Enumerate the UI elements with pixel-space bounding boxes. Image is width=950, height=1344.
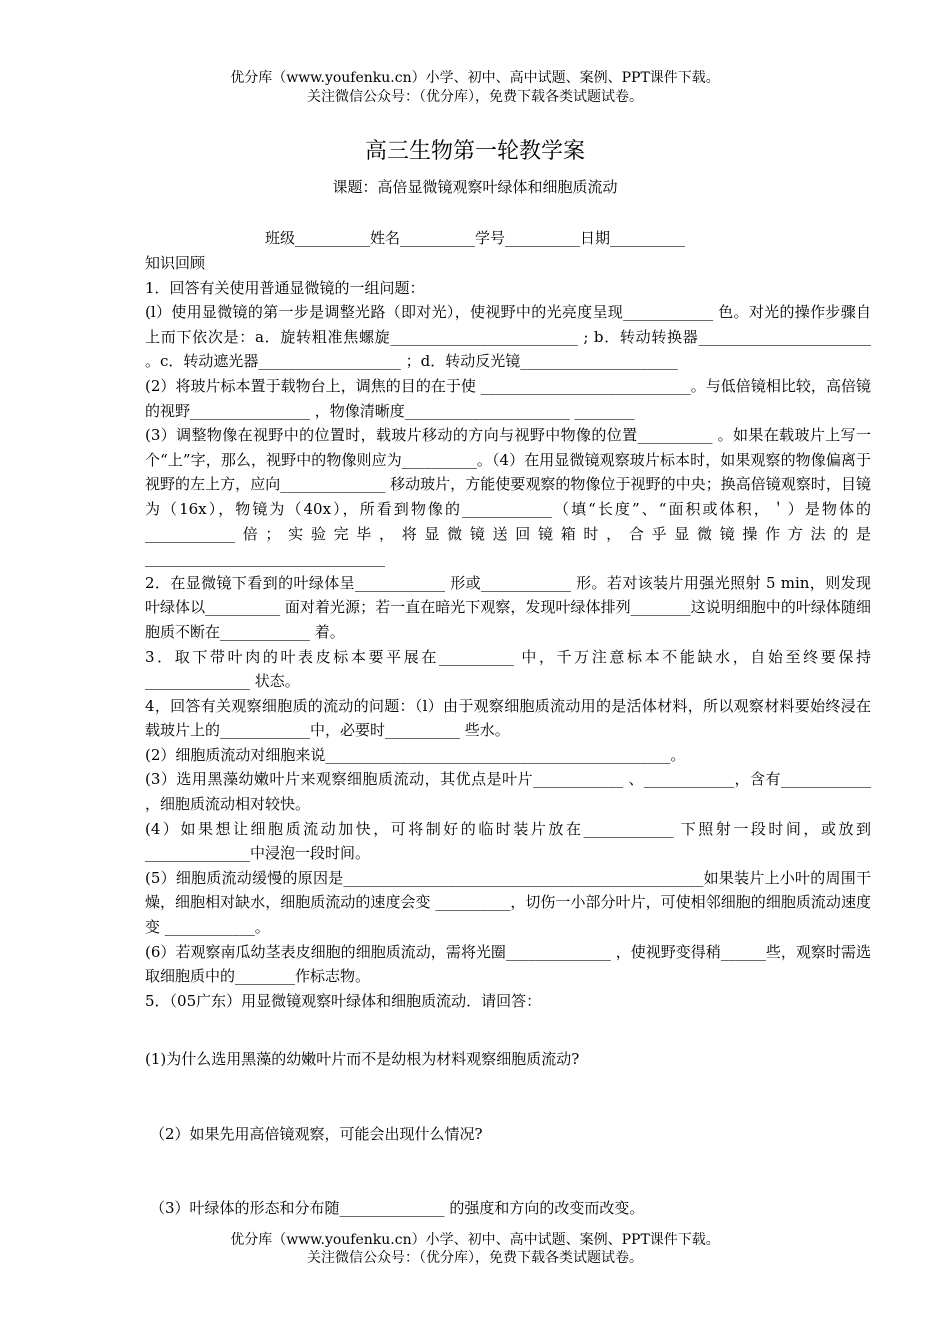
question-4-part-4: (4）如果想让细胞质流动加快，可将制好的临时装片放在____________ 下照射一段时间，或放到______________中浸泡一段时间。 — [145, 819, 871, 863]
question-1-part-1: (l）使用显微镜的第一步是调整光路（即对光），使视野中的光亮度呈现____________ 色。对光的操作步骤自上而下依次是：a．旋转粗准焦螺旋_________________________ ; b．转动转换器_______________________ 。c．转动遮光器___________________ ；d．转动反光镜_____________________ — [145, 303, 871, 371]
footer-line-2: 关注微信公众号：（优分库），免费下载各类试题试卷。 — [307, 1250, 643, 1266]
question-5-intro: 5．（05广东）用显微镜观察叶绿体和细胞质流动．请回答： — [145, 991, 542, 1010]
question-3: 3．取下带叶肉的叶表皮标本要平展在__________ 中，千万注意标本不能缺水，自始至终要保持______________ 状态。 — [145, 647, 871, 691]
question-4-part-5: (5）细胞质流动缓慢的原因是________________________________________________如果装片上小叶的周围干燥，细胞相对缺水，细胞质流动的速度会变 __________，切伤一小部分叶片，可使相邻细胞的细胞质流动速度变 ____________。 — [145, 868, 871, 937]
lesson-topic: 课题：高倍显微镜观察叶绿体和细胞质流动 — [332, 178, 618, 196]
question-5-part-2: （2）如果先用高倍镜观察，可能会出现什么情况? — [150, 1125, 483, 1143]
question-5-part-1: (1)为什么选用黑藻的幼嫩叶片而不是幼根为材料观察细胞质流动? — [145, 1050, 580, 1068]
question-4-part-2: (2）细胞质流动对细胞来说______________________________________________。 — [145, 745, 686, 764]
question-1-part-3: (3）调整物像在视野中的位置时，载玻片移动的方向与视野中物像的位置__________ 。如果在载玻片上写一个“上”字，那么，视野中的物像则应为__________。（4）在用显微镜观察玻片标本时，如果观察的物像偏离于视野的左上方，应向______________ 移动玻片，方能使要观察的物像位于视野的中央；换高倍镜观察时，目镜为（16x），物镜为（40x），所看到物像的____________（填“长度”、“面积或体积，＇）是物体的____________倍；实验完毕，将显微镜送回镜箱时，合乎显微镜操作方法的是________________________________ — [145, 426, 871, 568]
worksheet-body — [145, 251, 871, 1013]
footer-line-1: 优分库（www.youfenku.cn）小学、初中、高中试题、案例、PPT课件下载。 — [230, 1232, 720, 1248]
question-4-part-3: (3）选用黑藻幼嫩叶片来观察细胞质流动，其优点是叶片____________ 、____________，含有____________ ，细胞质流动相对较快。 — [145, 770, 871, 814]
header-line-2: 关注微信公众号：（优分库），免费下载各类试题试卷。 — [307, 89, 643, 105]
question-1-part-2: (2）将玻片标本置于载物台上，调焦的目的在于使 ____________________________。与低倍镜相比较，高倍镜的视野________________ ，物像清晰度______________________ ________ — [145, 376, 871, 420]
page-title: 高三生物第一轮教学案 — [364, 139, 585, 164]
section-heading: 知识回顾 — [145, 254, 206, 272]
student-info-line: 班级__________姓名__________学号__________日期__________ — [264, 229, 685, 247]
question-2: 2．在显微镜下看到的叶绿体呈____________ 形或____________ 形。若对该装片用强光照射 5 min，则发现叶绿体以__________ 面对着光源；若一直在暗光下观察，发现叶绿体排列________这说明细胞中的叶绿体随细胞质不断在____________ 着。 — [145, 573, 871, 641]
question-4-part-1: 4，回答有关观察细胞质的流动的问题：（l）由于观察细胞质流动用的是活体材料，所以观察材料要始终浸在载玻片上的____________中，必要时__________ 些水。 — [145, 696, 871, 740]
question-4-part-6: (6）若观察南瓜幼茎表皮细胞的细胞质流动，需将光圈______________ ，使视野变得稍______些，观察时需选取细胞质中的________作标志物。 — [145, 942, 871, 986]
header-line-1: 优分库（www.youfenku.cn）小学、初中、高中试题、案例、PPT课件下载。 — [230, 70, 720, 86]
question-1-intro: 1．回答有关使用普通显微镜的一组问题： — [145, 278, 425, 297]
question-5-part-3: （3）叶绿体的形态和分布随______________ 的强度和方向的改变而改变。 — [150, 1199, 645, 1217]
